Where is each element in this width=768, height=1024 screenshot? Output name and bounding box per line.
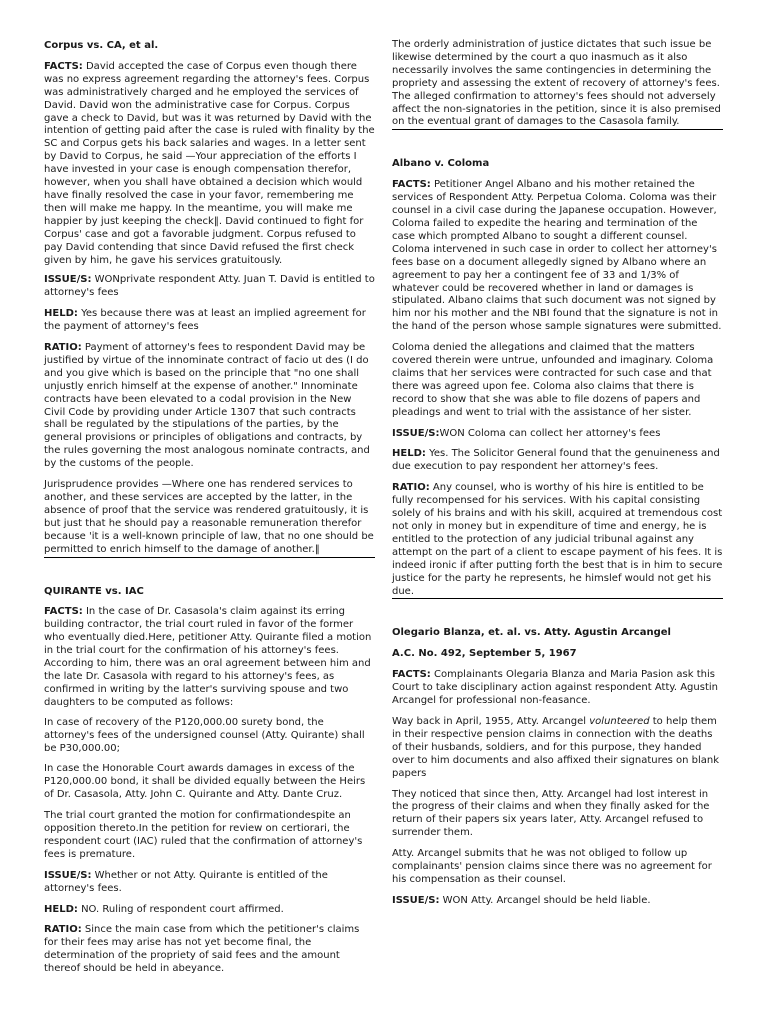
albano-held (392, 448, 723, 474)
quirante-ratio (44, 924, 375, 976)
albano-facts (392, 179, 723, 334)
held-text: Yes. The Solicitor General found that the genuineness and due execution to pay respondent her attorney's fees. (392, 448, 720, 473)
issue-label: ISSUE/S: (392, 894, 440, 906)
facts-label: FACTS: (44, 606, 83, 618)
facts-text: Complainants Olegaria Blanza and Maria Pasion ask this Court to take disciplinary action against respondent Atty. Agustin Arcangel for professional non-feasance. (392, 669, 718, 707)
albano-issue (392, 428, 723, 441)
held-label: HELD: (44, 308, 78, 320)
facts-label: FACTS: (44, 60, 83, 72)
blanza-p1-start: Way back in April, 1955, Atty. Arcangel (392, 715, 590, 727)
case-title-albano: Albano v. Coloma (392, 158, 490, 170)
issue-text: WONprivate respondent Atty. Juan T. David is entitled to attorney's fees (44, 274, 375, 299)
issue-text: WON Coloma can collect her attorney's fees (439, 427, 661, 439)
case-title-corpus: Corpus vs. CA, et al. (44, 40, 159, 51)
issue-label: ISSUE/S: (44, 869, 92, 881)
blanza-paragraph-3: Atty. Arcangel submits that he was not obliged to follow up complainants' pension claims since there was no agreement for his compensation as their counsel. (392, 848, 712, 885)
blanza-paragraph-2: They noticed that since then, Atty. Arcangel had lost interest in the progress of their claims and when they finally asked for the return of their papers six years later, Atty. Arcangel refused to surrender them. (392, 788, 710, 839)
quirante-paragraph-1: In case of recovery of the P120,000.00 surety bond, the attorney's fees of the undersigned counsel (Atty. Quirante) shall be P30,000.00; (44, 716, 365, 754)
albano-paragraph-1: Coloma denied the allegations and claimed that the matters covered therein were untrue, unfounded and imaginary. Coloma claims that her services were contracted for such case and that there was agreed upon fee. Coloma also claims that there is record to show that she was able to file dozens of papers and pleadings and went to trial with the assistance of her sister. (392, 342, 714, 418)
corpus-held (44, 308, 375, 334)
ratio-label: RATIO: (392, 482, 430, 494)
corpus-ratio (44, 342, 375, 471)
ratio-text: Payment of attorney's fees to respondent David may be justified by virtue of the innominate contract of facio ut des (I do and you give which is based on the principle that "no one shall unjustly enrich himself at the expense of another." Innominate contracts have been elevated to a codal provision in the New Civil Code by providing under Article 1307 that such contracts shall be regulated by the stipulations of the parties, by the general provisions or principles of obligations and contracts, by the rules governing the most analogous nominate contracts, and by the customs of the people. (44, 342, 370, 470)
issue-text: Whether or not Atty. Quirante is entitled of the attorney's fees. (44, 869, 328, 894)
ratio-label: RATIO: (44, 342, 82, 354)
blanza-p1-end: to help them in their respective pension claims in connection with the deaths of their husbands, soldiers, and for this purpose, they handed over to him documents and also affixed their signatures on blank papers (392, 715, 720, 779)
facts-text: David accepted the case of Corpus even though there was no express agreement regarding the attorney's fees. Corpus was administratively charged and he employed the services of David. David won the administrative case for Corpus. Corpus gave a check to David, but was it was returned by David with the intention of getting paid after the case is ruled with finality by the SC and Corpus gets his back salaries and wages. In a letter sent by David to Corpus, he said —Your appreciation of the efforts I have invested in your case is enough compensation therefor, however, when you shall have obtained a decision which would have finally resolved the case in your favor, remembering me then will make me happy. In the meantime, you will make me happier by just keeping the check‖. David continued to fight for Corpus' case and got a favorable judgment. Corpus refused to pay David contending that since David refused the first check given by him, he gave his services gratuitously. (44, 60, 375, 266)
blanza-issue (392, 895, 723, 908)
issue-text: WON Atty. Arcangel should be held liable. (442, 894, 651, 906)
quirante-held (44, 904, 375, 917)
facts-text: Petitioner Angel Albano and his mother retained the services of Respondent Atty. Perpetua Coloma. Coloma was their counsel in a civil case during the Japanese occupation. However, Coloma failed to expedite the hearing and termination of the case which prompted Albano to sought a different counsel. Coloma intervened in such case in order to collect her attorney's fees base on a document allegedly signed by Albano where an agreement to pay her a contingent fee of 33 and 1/3% of whatever could be recovered whether in land or damages is stipulated. Albano claims that such document was not signed by him nor his mother and the NBI found that the signature is not in the hand of the person whose sample signatures were submitted. (392, 179, 722, 333)
quirante-continuation: The orderly administration of justice dictates that such issue be likewise determined by the court a quo inasmuch as it also necessarily involves the same contingencies in determining the propriety and assessing the extent of recovery of attorney's fees. The alleged confirmation to attorney's fees should not adversely affect the non-signatories in the petition, since it is also premised on the eventual grant of damages to the Casasola family. (392, 39, 723, 130)
blanza-p1-emphasis: volunteered (589, 715, 650, 727)
case-citation-blanza: A.C. No. 492, September 5, 1967 (392, 648, 577, 660)
corpus-facts (44, 61, 375, 268)
corpus-jurisprudence: Jurisprudence provides —Where one has rendered services to another, and these services are accepted by the latter, in the absence of proof that the service was rendered gratuitously, it is but just that he should pay a reasonable remuneration therefor because 'it is a well-known principle of law, that no one should be permitted to enrich himself to the damage of another.‖ (44, 479, 375, 557)
held-text: Yes because there was at least an implied agreement for the payment of attorney's fees (44, 308, 366, 333)
case-title-quirante: QUIRANTE vs. IAC (44, 585, 144, 597)
albano-ratio (392, 482, 723, 599)
quirante-facts (44, 606, 375, 709)
held-label: HELD: (44, 903, 78, 915)
quirante-issue (44, 870, 375, 896)
ratio-text: Since the main case from which the petitioner's claims for their fees may arise has not yet become final, the determination of the propriety of said fees and the amount thereof should be held in abeyance. (44, 924, 360, 975)
issue-label: ISSUE/S: (44, 274, 92, 286)
facts-label: FACTS: (392, 669, 431, 681)
quirante-paragraph-2: In case the Honorable Court awards damages in excess of the P120,000.00 bond, it shall be divided equally between the Heirs of Dr. Casasola, Atty. John C. Quirante and Atty. Dante Cruz. (44, 763, 366, 801)
facts-text: In the case of Dr. Casasola's claim against its erring building contractor, the trial court ruled in favor of the former who eventually died.Here, petitioner Atty. Quirante filed a motion in the trial court for the confirmation of his attorney's fees. According to him, there was an oral agreement between him and the late Dr. Casasola with regard to his attorney's fees, as confirmed in writing by the latter's surviving spouse and two daughters to be computed as follows: (44, 606, 372, 708)
held-text: NO. Ruling of respondent court affirmed. (81, 903, 284, 915)
case-title-blanza: Olegario Blanza, et. al. vs. Atty. Agustin Arcangel (392, 627, 671, 639)
left-column (44, 0, 375, 976)
held-label: HELD: (392, 448, 426, 460)
ratio-label: RATIO: (44, 924, 82, 936)
facts-label: FACTS: (392, 179, 431, 191)
right-column (392, 0, 723, 908)
corpus-issue (44, 274, 375, 300)
quirante-paragraph-3: The trial court granted the motion for confirmationdespite an opposition thereto.In the petition for review on certiorari, the respondent court (IAC) ruled that the confirmation of attorney's fees is premature. (44, 810, 363, 860)
ratio-text: Any counsel, who is worthy of his hire is entitled to be fully recompensed for his services. With his capital consisting solely of his brains and with his skill, acquired at tremendous cost not only in money but in expenditure of time and energy, he is entitled to the protection of any judicial tribunal against any attempt on the part of a client to escape payment of his fees. It is indeed ironic if after putting forth the best that is in him to secure justice for the party he represents, he himslef would not get his due. (392, 482, 723, 597)
blanza-facts (392, 669, 723, 708)
issue-label: ISSUE/S: (392, 427, 440, 439)
blanza-paragraph-1 (392, 716, 723, 781)
